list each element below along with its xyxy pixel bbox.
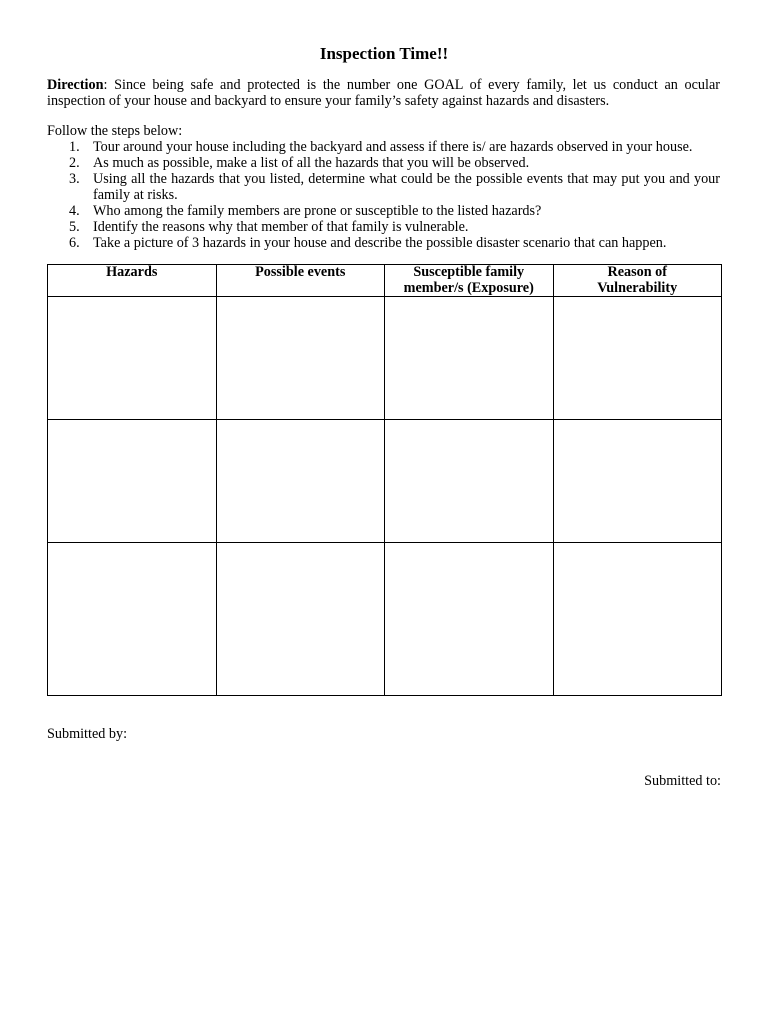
header-susceptible-line2: member/s (Exposure) [403,279,534,296]
table-header-row [48,265,722,297]
step-item [47,220,720,236]
table-cell-reason[interactable] [553,297,722,420]
hazard-assessment-table [47,264,722,696]
table-cell-possible-event[interactable] [216,543,385,696]
table-cell-susceptible-member[interactable] [385,420,554,543]
step-text: As much as possible, make a list of all the hazards that you will be observed. [93,155,530,172]
step-text: Using all the hazards that you listed, determine what could be the possible events that may put you and your family at risks. [93,171,720,203]
header-possible-events-label: Possible events [255,264,346,280]
table-cell-possible-event[interactable] [216,297,385,420]
step-text: Take a picture of 3 hazards in your house and describe the possible disaster scenario that can happen. [93,234,667,251]
step-text: Who among the family members are prone or susceptible to the listed hazards? [93,202,542,219]
step-text: Identify the reasons why that member of that family is vulnerable. [93,218,469,235]
steps-intro: Follow the steps below: [47,123,183,139]
submitted-by-label: Submitted by: [47,726,128,742]
header-susceptible-line1: Susceptible family [413,264,525,280]
step-number: 2. [69,155,80,172]
step-number: 5. [69,218,80,235]
direction-label: Direction [47,77,104,93]
header-susceptible-members [385,265,554,297]
table-cell-hazard[interactable] [48,543,217,696]
step-number: 1. [69,139,80,155]
table-row [48,543,722,696]
header-possible-events [216,265,385,297]
direction-paragraph [47,78,720,109]
submitted-to-label: Submitted to: [644,773,721,789]
step-number: 3. [69,171,80,188]
steps-list [47,140,720,251]
table-cell-susceptible-member[interactable] [385,543,554,696]
step-text: Tour around your house including the backyard and assess if there is/ are hazards observed in your house. [93,139,693,155]
table-cell-hazard[interactable] [48,420,217,543]
table-row [48,297,722,420]
page-title: Inspection Time!! [319,44,449,63]
step-item [47,204,720,220]
step-number: 6. [69,234,80,251]
table-cell-possible-event[interactable] [216,420,385,543]
header-reason-of-vulnerability [553,265,722,297]
header-reason-line1: Reason of [607,264,667,280]
table-cell-reason[interactable] [553,420,722,543]
header-reason-line2: Vulnerability [597,279,678,296]
step-item [47,140,720,156]
step-item [47,172,720,203]
table-cell-hazard[interactable] [48,297,217,420]
header-hazards-label: Hazards [106,264,158,280]
step-item [47,156,720,172]
header-hazards [48,265,217,297]
table-row [48,420,722,543]
step-number: 4. [69,202,80,219]
direction-text: : Since being safe and protected is the number one GOAL of every family, let us conduct an ocular inspection of your house and backyard to ensure your family’s safety against hazards and disasters. [47,77,720,109]
table-cell-reason[interactable] [553,543,722,696]
table-cell-susceptible-member[interactable] [385,297,554,420]
step-item [47,236,720,252]
